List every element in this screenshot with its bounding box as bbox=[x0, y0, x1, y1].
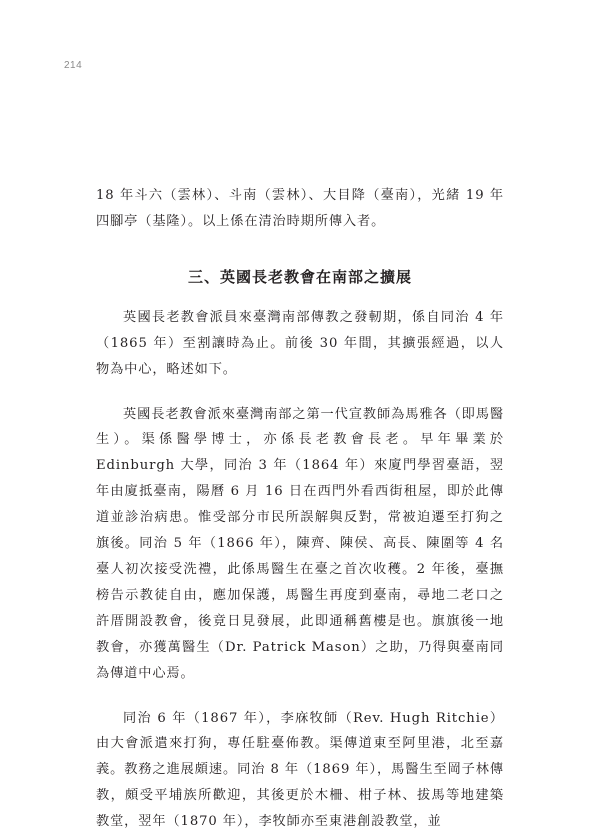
spacer bbox=[96, 289, 504, 305]
paragraph-1: 英國長老教會派員來臺灣南部傳教之發軔期，係自同治 4 年（1865 年）至割讓時為止。前後 30 年間，其擴張經過，以人物為中心，略述如下。 bbox=[96, 305, 504, 383]
body-text bbox=[96, 183, 504, 835]
spacer bbox=[96, 687, 504, 706]
section-heading: 三、英國長老教會在南部之擴展 bbox=[96, 265, 504, 289]
paragraph-continuation: 18 年斗六（雲林）、斗南（雲林）、大目降（臺南），光緒 19 年四腳亭（基隆）。以上係在清治時期所傳入者。 bbox=[96, 183, 504, 235]
paragraph-3: 同治 6 年（1867 年），李庥牧師（Rev. Hugh Ritchie）由大會派遣來打狗，專任駐臺佈教。渠傳道東至阿里港，北至嘉義。教務之進展頗速。同治 8 年（1869 年），馬醫生至岡子林傳教，頗受平埔族所歡迎，其後更於木柵、柑子林、拔馬等地建築教堂，翌年（1870 年），李牧師亦至東港創設教堂，並 bbox=[96, 706, 504, 835]
spacer bbox=[96, 235, 504, 265]
paragraph-2: 英國長老教會派來臺灣南部之第一代宣教師為馬雅各（即馬醫生）。渠係醫學博士，亦係長老教會長老。早年畢業於 Edinburgh 大學，同治 3 年（1864 年）來廈門學習臺語，翌年由廈抵臺南，陽曆 6 月 16 日在西門外看西街租屋，即於此傳道並診治病患。惟受部分市民所誤解與反對，常被迫遷至打狗之旗後。同治 5 年（1866 年），陳齊、陳侯、高長、陳圍等 4 名臺人初次接受洗禮，此係馬醫生在臺之首次收穫。2 年後，臺撫榜告示教徒自由，應加保護，馬醫生再度到臺南，尋地二老口之許厝開設教會，後竟日見發展，此即通稱舊樓是也。旗旗後一地教會，亦獲萬醫生（Dr. Patrick Mason）之助，乃得與臺南同為傳道中心焉。 bbox=[96, 402, 504, 687]
page-number: 214 bbox=[64, 60, 82, 71]
spacer bbox=[96, 383, 504, 402]
